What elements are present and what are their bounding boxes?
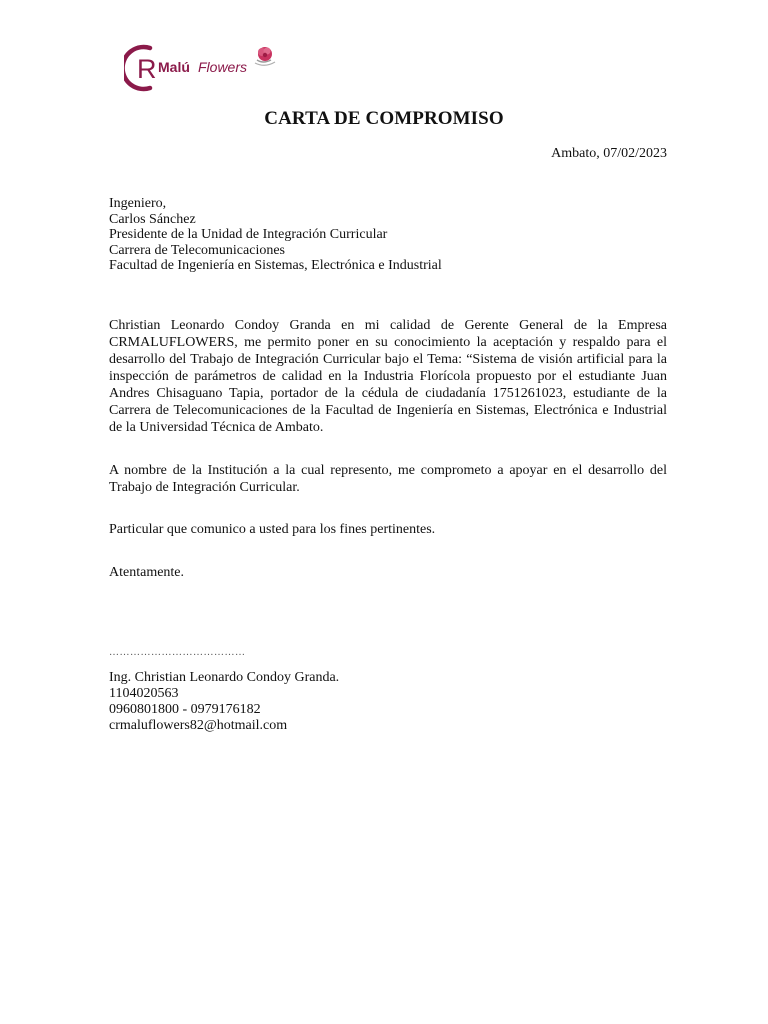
addressee-program: Carrera de Telecomunicaciones xyxy=(109,242,286,258)
letter-title: CARTA DE COMPROMISO xyxy=(264,108,504,129)
letter-date: Ambato, 07/02/2023 xyxy=(551,146,667,161)
signature-line: ………………………………… xyxy=(109,647,246,658)
addressee-salutation: Ingeniero, xyxy=(109,196,167,211)
signature-block xyxy=(109,670,339,734)
signer-email: crmaluflowers82@hotmail.com xyxy=(109,718,288,733)
svg-text:Malú: Malú xyxy=(158,59,190,75)
addressee-name: Carlos Sánchez xyxy=(109,211,196,227)
signer-name: Ing. Christian Leonardo Condoy Granda. xyxy=(109,670,340,685)
company-logo xyxy=(124,42,284,92)
addressee-faculty: Facultad de Ingeniería en Sistemas, Electrónica e Industrial xyxy=(109,258,442,273)
svg-text:Flowers: Flowers xyxy=(198,59,248,75)
closing-text: Atentamente. xyxy=(109,565,185,580)
body-paragraph-1: Christian Leonardo Condoy Granda en mi calidad de Gerente General de la Empresa CRMALUFLOWERS, me permito poner en su conocimiento la aceptación y respaldo para el desarrollo del Trabajo de Integración Curricular bajo el Tema: “Sistema de visión artificial para la inspección de parámetros de calidad en la Industria Florícola propuesto por el estudiante Juan Andres Chisaguano Tapia, portador de la cédula de ciudadanía 1751261023, estudiante de la Carrera de Telecomunicaciones de la Facultad de Ingeniería en Sistemas, Electrónica e Industrial de la Universidad Técnica de Ambato. xyxy=(109,318,667,435)
signer-phones: 0960801800 - 0979176182 xyxy=(109,702,261,717)
signer-id: 1104020563 xyxy=(109,686,179,701)
body-paragraph-3: Particular que comunico a usted para los fines pertinentes. xyxy=(109,522,436,537)
addressee-position: Presidente de la Unidad de Integración Curricular xyxy=(109,227,388,242)
addressee-block xyxy=(109,196,442,274)
body-paragraph-2: A nombre de la Institución a la cual represento, me comprometo a apoyar en el desarrollo del Trabajo de Integración Curricular. xyxy=(109,463,667,495)
svg-text:R: R xyxy=(137,54,157,84)
